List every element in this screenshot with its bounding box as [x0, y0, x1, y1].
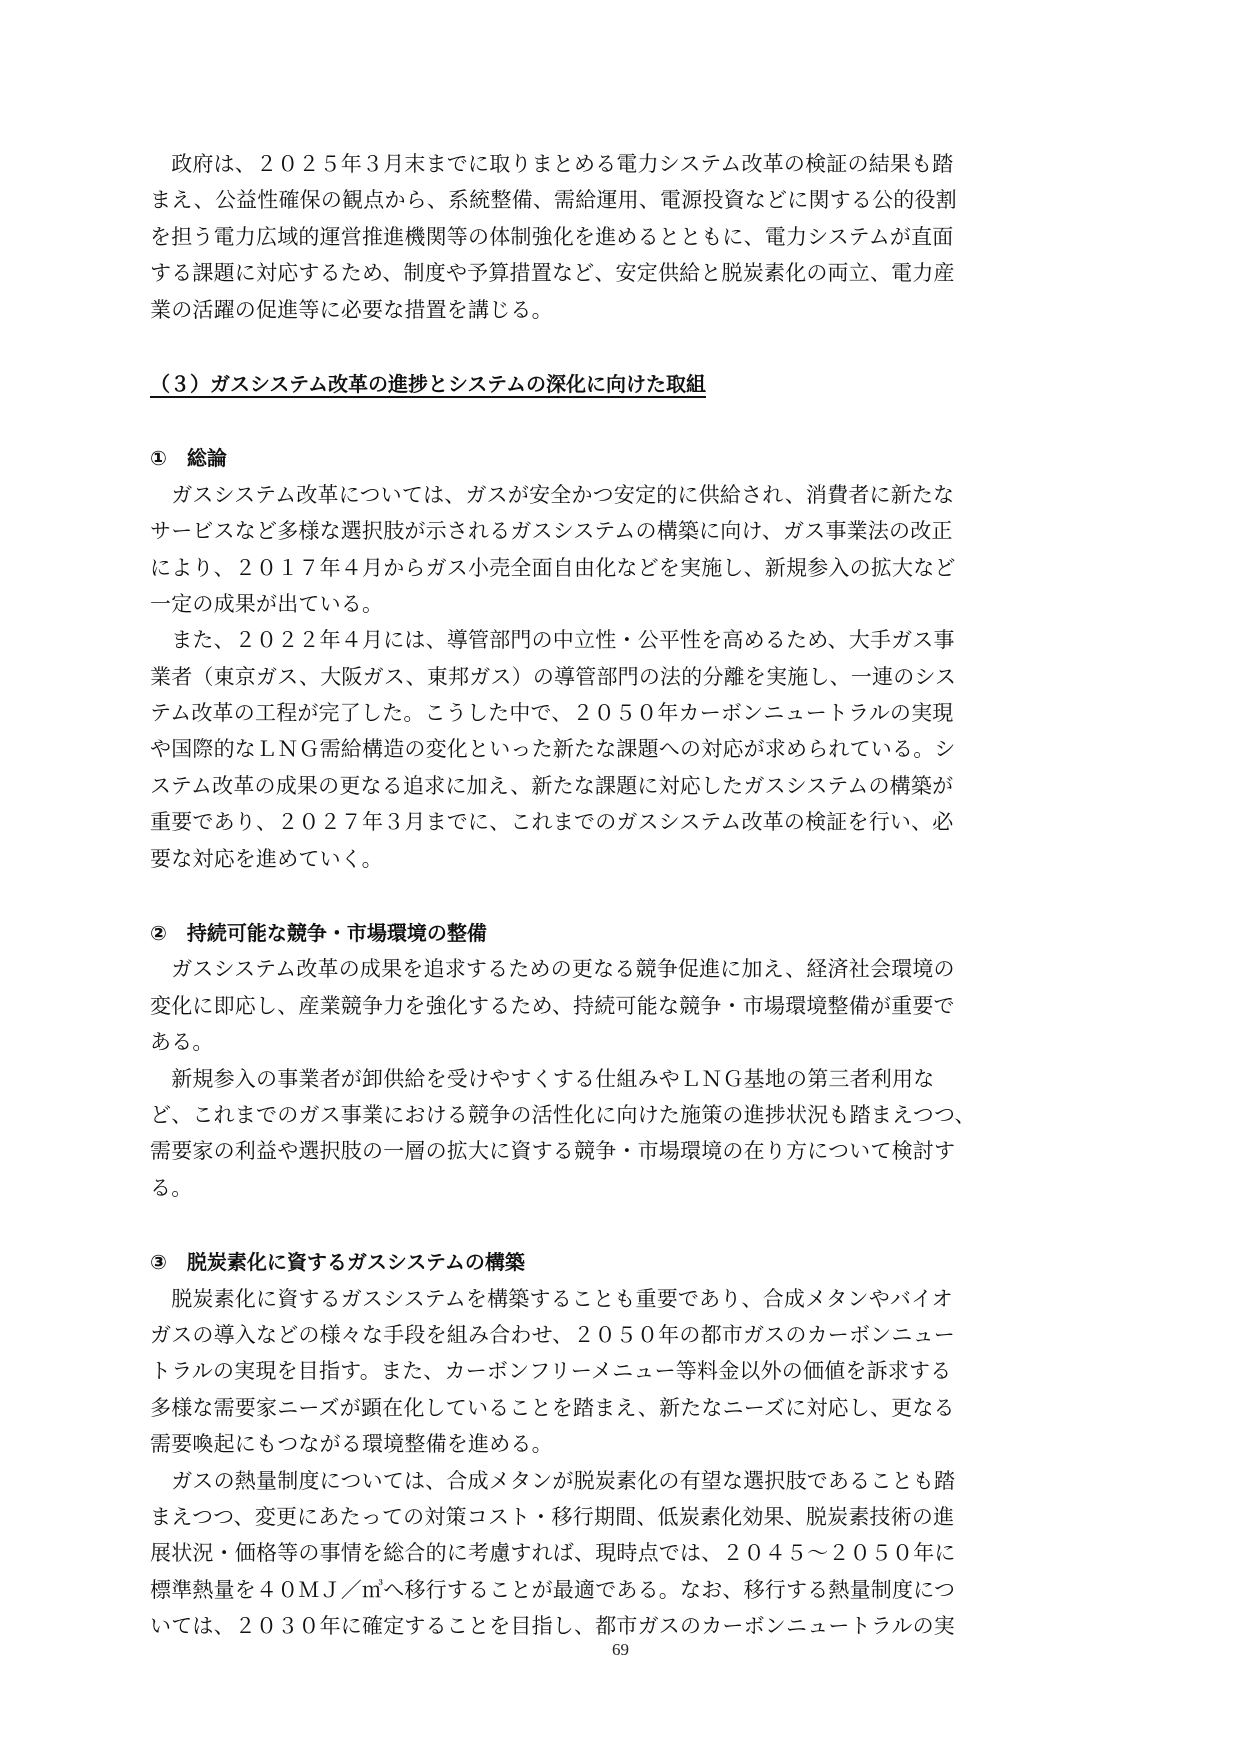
text-line: 業者（東京ガス、大阪ガス、東邦ガス）の導管部門の法的分離を実施し、一連のシス [150, 664, 957, 689]
text-line: 一定の成果が出ている。 [150, 591, 384, 616]
section-heading [150, 366, 1098, 402]
paragraph-electricity-reform [150, 146, 1098, 328]
text-line: や国際的なＬＮＧ需給構造の変化といった新たな課題への対応が求められている。シ [150, 737, 956, 762]
text-line: いては、２０３０年に確定することを目指し、都市ガスのカーボンニュートラルの実 [150, 1614, 955, 1639]
text-line: 脱炭素化に資するガスシステムを構築することも重要であり、合成メタンやバイオ [150, 1286, 953, 1311]
spacer [150, 402, 1098, 440]
text-line: 重要であり、２０２７年３月までに、これまでのガスシステム改革の検証を行い、必 [150, 810, 954, 835]
document-body [150, 146, 1098, 1644]
spacer [150, 1206, 1098, 1244]
text-line: 政府は、２０２５年３月末までに取りまとめる電力システム改革の検証の結果も踏 [150, 152, 954, 176]
text-line: ガスシステム改革については、ガスが安全かつ安定的に供給され、消費者に新たな [150, 482, 955, 507]
spacer [150, 877, 1098, 915]
section-heading-text: （３）ガスシステム改革の進捗とシステムの深化に向けた取組 [150, 371, 706, 396]
text-line: を担う電力広域的運営推進機関等の体制強化を進めるとともに、電力システムが直面 [150, 224, 954, 249]
text-line: する課題に対応するため、制度や予算措置など、安定供給と脱炭素化の両立、電力産 [150, 261, 955, 286]
subsection-heading-competition: ② 持続可能な競争・市場環境の整備 [150, 921, 487, 946]
text-line: ステム改革の成果の更なる追求に加え、新たな課題に対応したガスシステムの構築が [150, 773, 954, 798]
text-line: ど、これまでのガス事業における競争の活性化に向けた施策の進捗状況も踏まえつつ、 [150, 1102, 976, 1127]
subsection-overview [150, 440, 1098, 877]
text-line: 変化に即応し、産業競争力を強化するため、持続可能な競争・市場環境整備が重要で [150, 993, 955, 1018]
text-line: 需要家の利益や選択肢の一層の拡大に資する競争・市場環境の在り方について検討す [150, 1139, 956, 1164]
text-line: まえ、公益性確保の観点から、系統整備、需給運用、電源投資などに関する公的役割 [150, 188, 957, 213]
text-line: 標準熱量を４０ＭＪ／㎥へ移行することが最適である。なお、移行する熱量制度につ [150, 1577, 956, 1602]
text-line: 要な対応を進めていく。 [150, 846, 383, 871]
subsection-decarbonization [150, 1244, 1098, 1644]
text-line: ある。 [150, 1030, 214, 1055]
text-line: サービスなど多様な選択肢が示されるガスシステムの構築に向け、ガス事業法の改正 [150, 519, 953, 544]
subsection-heading-decarbonization: ③ 脱炭素化に資するガスシステムの構築 [150, 1250, 525, 1275]
page-number: 69 [612, 1640, 629, 1659]
text-line: また、２０２２年４月には、導管部門の中立性・公平性を高めるため、大手ガス事 [150, 628, 955, 653]
text-line: 展状況・価格等の事情を総合的に考慮すれば、現時点では、２０４５～２０５０年に [150, 1541, 956, 1566]
text-line: 業の活躍の促進等に必要な措置を講じる。 [150, 297, 553, 322]
text-line: 需要喚起にもつながる環境整備を進める。 [150, 1432, 553, 1457]
text-line: テム改革の工程が完了した。こうした中で、２０５０年カーボンニュートラルの実現 [150, 701, 954, 726]
subsection-heading-overview: ① 総論 [150, 446, 227, 471]
spacer [150, 328, 1098, 366]
text-line: る。 [150, 1175, 193, 1200]
text-line: トラルの実現を目指す。また、カーボンフリーメニュー等料金以外の価値を訴求する [150, 1359, 952, 1384]
text-line: により、２０１７年４月からガス小売全面自由化などを実施し、新規参入の拡大など [150, 555, 956, 580]
text-line: ガスの導入などの様々な手段を組み合わせ、２０５０年の都市ガスのカーボンニュー [150, 1322, 955, 1347]
text-line: 多様な需要家ニーズが顕在化していることを踏まえ、新たなニーズに対応し、更なる [150, 1395, 955, 1420]
text-line: まえつつ、変更にあたっての対策コスト・移行期間、低炭素化効果、脱炭素技術の進 [150, 1504, 955, 1529]
text-line: 新規参入の事業者が卸供給を受けやすくする仕組みやＬＮＧ基地の第三者利用な [150, 1066, 935, 1091]
text-line: ガスシステム改革の成果を追求するための更なる競争促進に加え、経済社会環境の [150, 957, 955, 982]
text-line: ガスの熱量制度については、合成メタンが脱炭素化の有望な選択肢であることも踏 [150, 1468, 956, 1493]
subsection-competition [150, 915, 1098, 1206]
